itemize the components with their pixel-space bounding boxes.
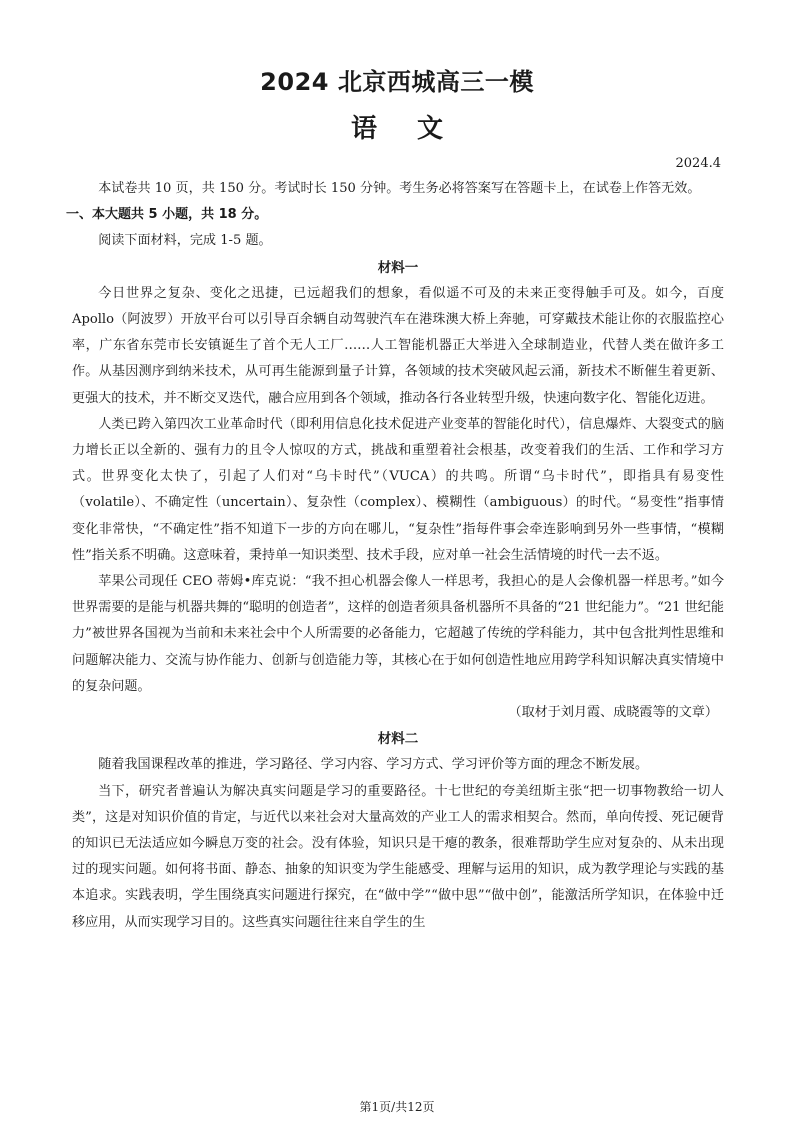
material-1-source: （取材于刘月霞、成晓霞等的文章）: [508, 705, 718, 721]
subject-title: 语文: [350, 114, 483, 144]
material-2-paragraph: 随着我国课程改革的推进，学习路径、学习内容、学习方式、学习评价等方面的理念不断发展。: [98, 757, 649, 773]
exam-body: [66, 176, 724, 936]
instructions: 本试卷共 10 页，共 150 分。考试时长 150 分钟。考生务必将答案写在答题卡上，在试卷上作答无效。: [98, 181, 701, 196]
material-1-paragraph: 苹果公司现任 CEO 蒂姆•库克说：“我不担心机器会像人一样思考，我担心的是人会像机器一样思考。”如今世界需要的是能与机器共舞的“聪明的创造者”，这样的创造者须具备机器所不具备的“21 世纪能力”。“21 世纪能力”被世界各国视为当前和未来社会中个人所需要的必备能力，它超越了传统的学科能力，其中包含批判性思维和问题解决能力、交流与协作能力、创新与创造能力等，其核心在于如何创造性地应用跨学科知识解决真实情境中的复杂问题。: [72, 574, 724, 694]
material-1-title: 材料一: [377, 259, 419, 276]
material-1-paragraph: 人类已跨入第四次工业革命时代（即利用信息化技术促进产业变革的智能化时代），信息爆炸、大裂变式的脑力增长正以全新的、强有力的且令人惊叹的方式，挑战和重塑着社会根基，改变着我们的生活、工作和学习方式。世界变化太快了，引起了人们对“乌卡时代”（VUCA）的共鸣。所谓“乌卡时代”，即指具有易变性（volatile）、不确定性（uncertain）、复杂性（complex）、模糊性（ambiguous）的时代。“易变性”指事情变化非常快，“不确定性”指不知道下一步的方向在哪儿，“复杂性”指每件事会牵连影响到另外一些事情，“模糊性”指关系不明确。这意味着，秉持单一知识类型、技术手段，应对单一社会生活情境的时代一去不返。: [72, 416, 724, 563]
section-title: 一、本大题共 5 小题，共 18 分。: [66, 207, 268, 223]
material-1-paragraph: 今日世界之复杂、变化之迅捷，已远超我们的想象，看似遥不可及的未来正变得触手可及。如今，百度 Apollo（阿波罗）开放平台可以引导百余辆自动驾驶汽车在港珠澳大桥上奔驰，可穿戴技术能让你的衣服监控心率，广东省东莞市长安镇诞生了首个无人工厂……人工智能机器正大举进入全球制造业，代替人类在做许多工作。从基因测序到纳米技术，从可再生能源到量子计算，各领域的技术突破风起云涌，新技术不断催生着更新、更强大的技术，并不断交叉迭代，融合应用到各个领域，推动各行各业转型升级，快速向数字化、智能化迈进。: [72, 285, 724, 406]
material-2-paragraph: 当下，研究者普遍认为解决真实问题是学习的重要路径。十七世纪的夸美纽斯主张“把一切事物教给一切人类”，这是对知识价值的肯定，与近代以来社会对大量高效的产业工人的需求相契合。然而，单向传授、死记硬背的知识已无法适应如今瞬息万变的社会。没有体验，知识只是干瘪的教条，很难帮助学生应对复杂的、从未出现过的现实问题。如何将书面、静态、抽象的知识变为学生能感受、理解与运用的知识，成为教学理论与实践的基本追求。实践表明，学生围绕真实问题进行探究，在“做中学”“做中思”“做中创”，能激活所学知识，在体验中迁移应用，从而实现学习目的。这些真实问题往往来自学生的生: [72, 783, 724, 930]
exam-date: 2024.4: [675, 156, 721, 171]
material-2-title: 材料二: [377, 731, 419, 748]
exam-title: 2024 北京西城高三一模: [260, 68, 534, 96]
page-number: 第1页/共12页: [359, 1100, 435, 1114]
section-prompt: 阅读下面材料，完成 1-5 题。: [98, 233, 272, 249]
